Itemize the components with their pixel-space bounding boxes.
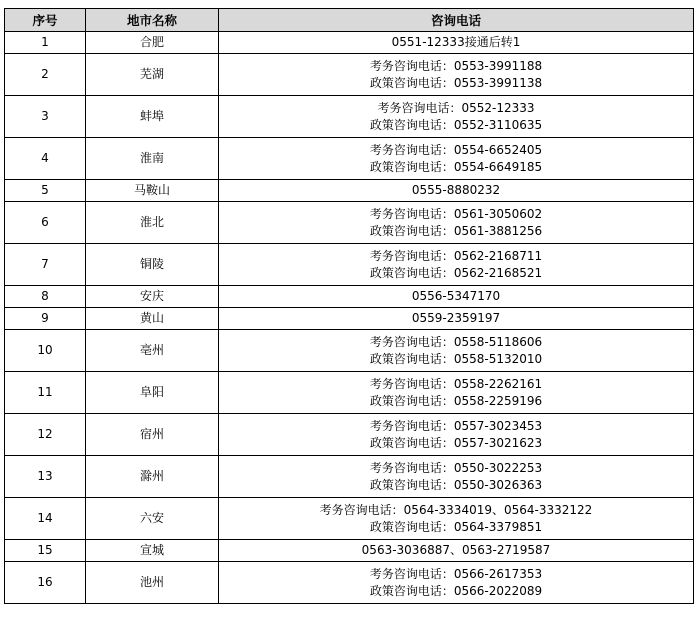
table-row xyxy=(5,456,694,498)
contact-table xyxy=(4,8,694,604)
phone-line: 政策咨询电话：0561-3881256 xyxy=(369,223,543,238)
table-row xyxy=(5,32,694,54)
phone-cell xyxy=(219,540,694,562)
phone-line: 0551-12333接通后转1 xyxy=(391,35,521,49)
phone-line: 考务咨询电话：0561-3050602 xyxy=(369,206,543,221)
serial-number-cell: 5 xyxy=(5,180,86,202)
phone-cell xyxy=(219,414,694,456)
serial-number-cell: 1 xyxy=(5,32,86,54)
city-name-cell: 六安 xyxy=(86,498,219,540)
header-city-name: 地市名称 xyxy=(86,9,219,32)
serial-number-cell: 4 xyxy=(5,138,86,180)
city-name-cell: 安庆 xyxy=(86,286,219,308)
phone-line: 考务咨询电话：0564-3334019、0564-3332122 xyxy=(319,502,593,517)
serial-number-cell: 12 xyxy=(5,414,86,456)
phone-cell xyxy=(219,96,694,138)
phone-line: 政策咨询电话：0566-2022089 xyxy=(369,583,543,598)
city-name-cell: 宣城 xyxy=(86,540,219,562)
phone-line: 政策咨询电话：0558-2259196 xyxy=(369,393,543,408)
table-row xyxy=(5,562,694,604)
serial-number-cell: 16 xyxy=(5,562,86,604)
phone-line: 考务咨询电话：0558-2262161 xyxy=(369,376,543,391)
phone-line: 考务咨询电话：0554-6652405 xyxy=(369,142,543,157)
phone-cell xyxy=(219,32,694,54)
phone-line: 0556-5347170 xyxy=(411,289,501,303)
phone-line: 政策咨询电话：0557-3021623 xyxy=(369,435,543,450)
header-serial-number: 序号 xyxy=(5,9,86,32)
city-name-cell: 马鞍山 xyxy=(86,180,219,202)
city-name-cell: 芜湖 xyxy=(86,54,219,96)
serial-number-cell: 13 xyxy=(5,456,86,498)
table-header xyxy=(5,9,694,32)
phone-line: 政策咨询电话：0554-6649185 xyxy=(369,159,543,174)
city-name-cell: 亳州 xyxy=(86,330,219,372)
city-name-cell: 淮南 xyxy=(86,138,219,180)
table-row xyxy=(5,330,694,372)
city-name-cell: 池州 xyxy=(86,562,219,604)
phone-line: 考务咨询电话：0566-2617353 xyxy=(369,566,543,581)
city-name-cell: 滁州 xyxy=(86,456,219,498)
serial-number-cell: 3 xyxy=(5,96,86,138)
city-name-cell: 阜阳 xyxy=(86,372,219,414)
phone-cell xyxy=(219,562,694,604)
serial-number-cell: 11 xyxy=(5,372,86,414)
city-name-cell: 黄山 xyxy=(86,308,219,330)
header-row xyxy=(5,9,694,32)
serial-number-cell: 6 xyxy=(5,202,86,244)
serial-number-cell: 7 xyxy=(5,244,86,286)
phone-line: 考务咨询电话：0557-3023453 xyxy=(369,418,543,433)
phone-cell xyxy=(219,54,694,96)
table-row xyxy=(5,244,694,286)
city-name-cell: 铜陵 xyxy=(86,244,219,286)
phone-line: 政策咨询电话：0553-3991138 xyxy=(369,75,543,90)
phone-line: 考务咨询电话：0553-3991188 xyxy=(369,58,543,73)
phone-line: 考务咨询电话：0550-3022253 xyxy=(369,460,543,475)
phone-line: 政策咨询电话：0552-3110635 xyxy=(369,117,543,132)
header-phone: 咨询电话 xyxy=(219,9,694,32)
table-row xyxy=(5,202,694,244)
phone-line: 考务咨询电话：0552-12333 xyxy=(377,100,535,115)
table-row xyxy=(5,286,694,308)
city-name-cell: 宿州 xyxy=(86,414,219,456)
table-row xyxy=(5,414,694,456)
phone-cell xyxy=(219,180,694,202)
table-row xyxy=(5,308,694,330)
serial-number-cell: 8 xyxy=(5,286,86,308)
phone-line: 考务咨询电话：0558-5118606 xyxy=(369,334,543,349)
phone-cell xyxy=(219,244,694,286)
table-row xyxy=(5,54,694,96)
serial-number-cell: 15 xyxy=(5,540,86,562)
city-name-cell: 合肥 xyxy=(86,32,219,54)
phone-line: 考务咨询电话：0562-2168711 xyxy=(369,248,543,263)
phone-cell xyxy=(219,372,694,414)
table-row xyxy=(5,138,694,180)
phone-cell xyxy=(219,138,694,180)
serial-number-cell: 14 xyxy=(5,498,86,540)
serial-number-cell: 9 xyxy=(5,308,86,330)
phone-line: 政策咨询电话：0558-5132010 xyxy=(369,351,543,366)
phone-line: 0559-2359197 xyxy=(411,311,501,325)
table-row xyxy=(5,96,694,138)
table-row xyxy=(5,498,694,540)
phone-cell xyxy=(219,498,694,540)
phone-cell xyxy=(219,202,694,244)
phone-line: 0555-8880232 xyxy=(411,183,501,197)
city-name-cell: 蚌埠 xyxy=(86,96,219,138)
table-row xyxy=(5,540,694,562)
serial-number-cell: 2 xyxy=(5,54,86,96)
phone-line: 政策咨询电话：0550-3026363 xyxy=(369,477,543,492)
phone-cell xyxy=(219,456,694,498)
table-row xyxy=(5,180,694,202)
phone-cell xyxy=(219,330,694,372)
phone-cell xyxy=(219,308,694,330)
table-body xyxy=(5,32,694,604)
phone-line: 政策咨询电话：0562-2168521 xyxy=(369,265,543,280)
phone-line: 政策咨询电话：0564-3379851 xyxy=(369,519,543,534)
table-row xyxy=(5,372,694,414)
phone-cell xyxy=(219,286,694,308)
city-name-cell: 淮北 xyxy=(86,202,219,244)
serial-number-cell: 10 xyxy=(5,330,86,372)
phone-line: 0563-3036887、0563-2719587 xyxy=(361,543,551,557)
